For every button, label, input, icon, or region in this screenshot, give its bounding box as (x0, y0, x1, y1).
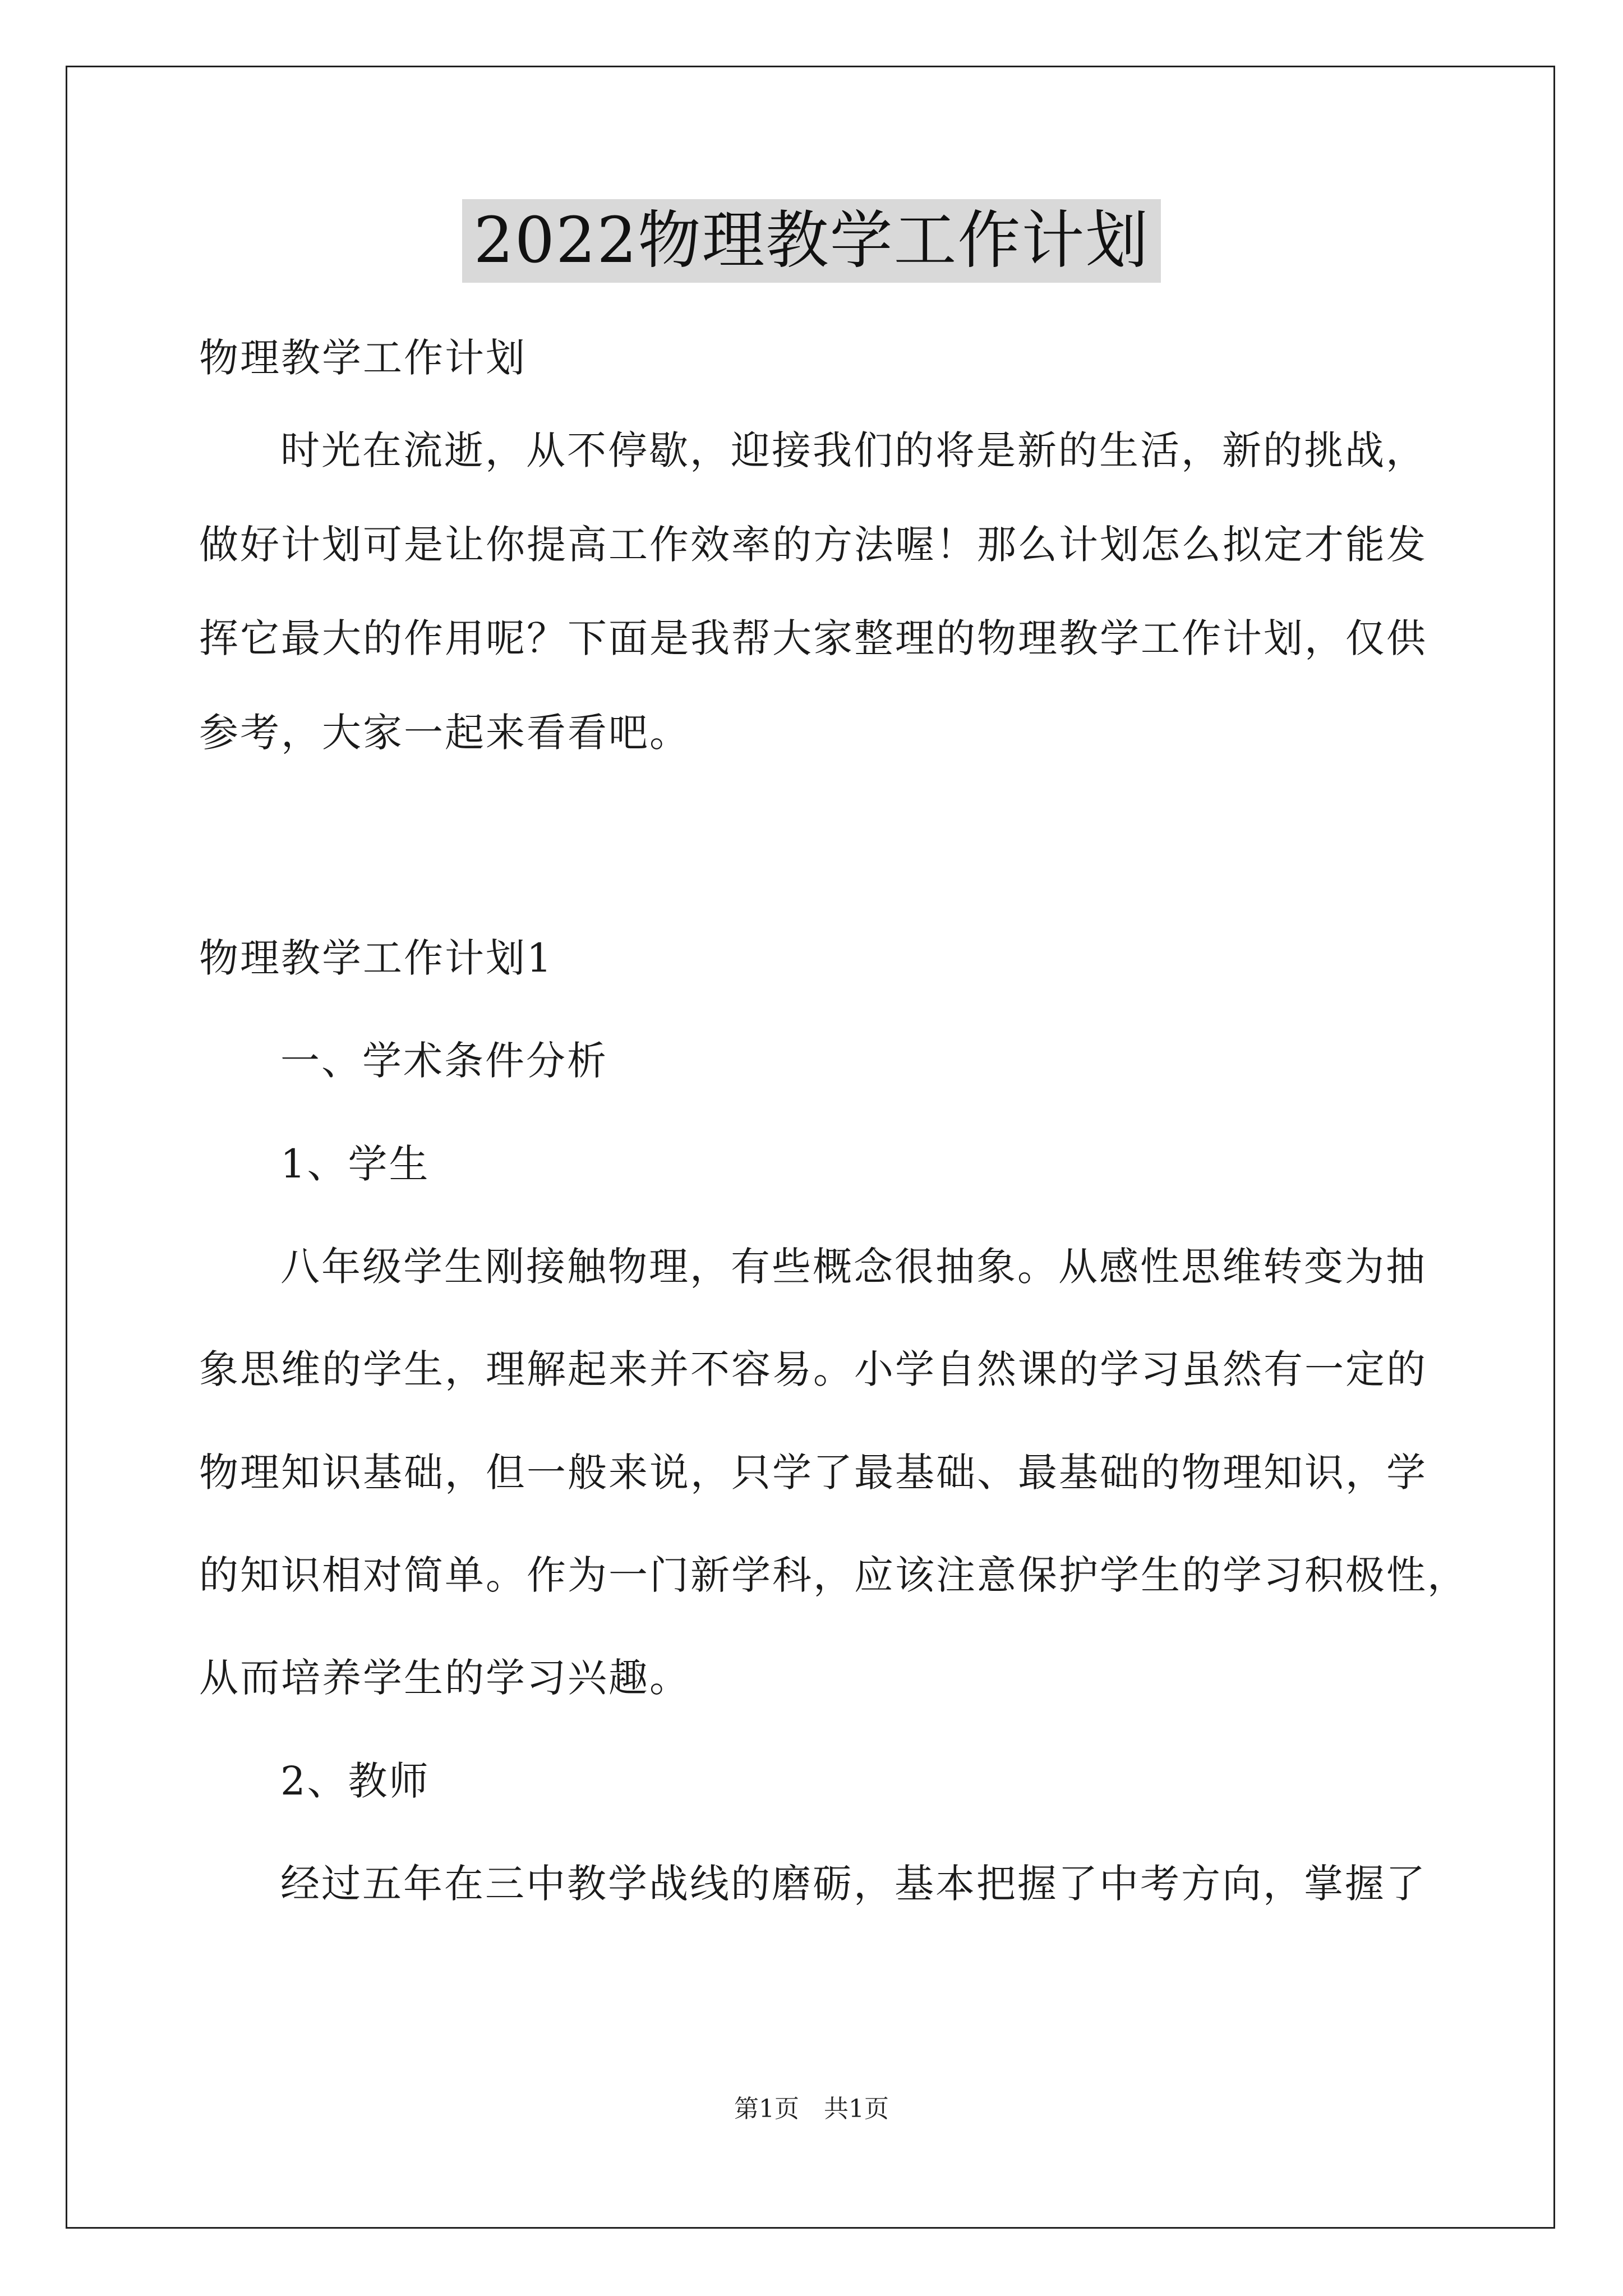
page-footer (0, 2092, 1623, 2126)
teacher-line-1: 经过五年在三中教学战线的磨砺，基本把握了中考方向，掌握了 (280, 1861, 1427, 1907)
document-title: 2022物理教学工作计划 (462, 199, 1160, 283)
students-line-1: 八年级学生刚接触物理，有些概念很抽象。从感性思维转变为抽 (280, 1244, 1427, 1290)
item-heading-students: 1、学生 (280, 1141, 430, 1187)
intro-line-3: 挥它最大的作用呢？下面是我帮大家整理的物理教学工作计划，仅供 (199, 615, 1427, 661)
students-line-4: 的知识相对简单。作为一门新学科，应该注意保护学生的学习积极性， (199, 1552, 1468, 1598)
students-line-2: 象思维的学生，理解起来并不容易。小学自然课的学习虽然有一定的 (199, 1346, 1427, 1392)
subtitle-line: 物理教学工作计划 (199, 335, 527, 381)
title-container (0, 199, 1623, 283)
intro-line-1: 时光在流逝，从不停歇，迎接我们的将是新的生活，新的挑战， (280, 427, 1427, 473)
page-number: 第1页 (734, 2095, 799, 2123)
intro-line-2: 做好计划可是让你提高工作效率的方法喔！那么计划怎么拟定才能发 (199, 522, 1427, 568)
item-heading-teacher: 2、教师 (280, 1758, 430, 1804)
subsection-heading: 一、学术条件分析 (280, 1038, 608, 1084)
section-heading: 物理教学工作计划1 (199, 935, 554, 981)
students-line-3: 物理知识基础，但一般来说，只学了最基础、最基础的物理知识，学 (199, 1450, 1427, 1496)
page-total: 共1页 (824, 2095, 889, 2123)
students-line-5: 从而培养学生的学习兴趣。 (199, 1655, 690, 1701)
intro-line-4: 参考，大家一起来看看吧。 (199, 710, 690, 756)
